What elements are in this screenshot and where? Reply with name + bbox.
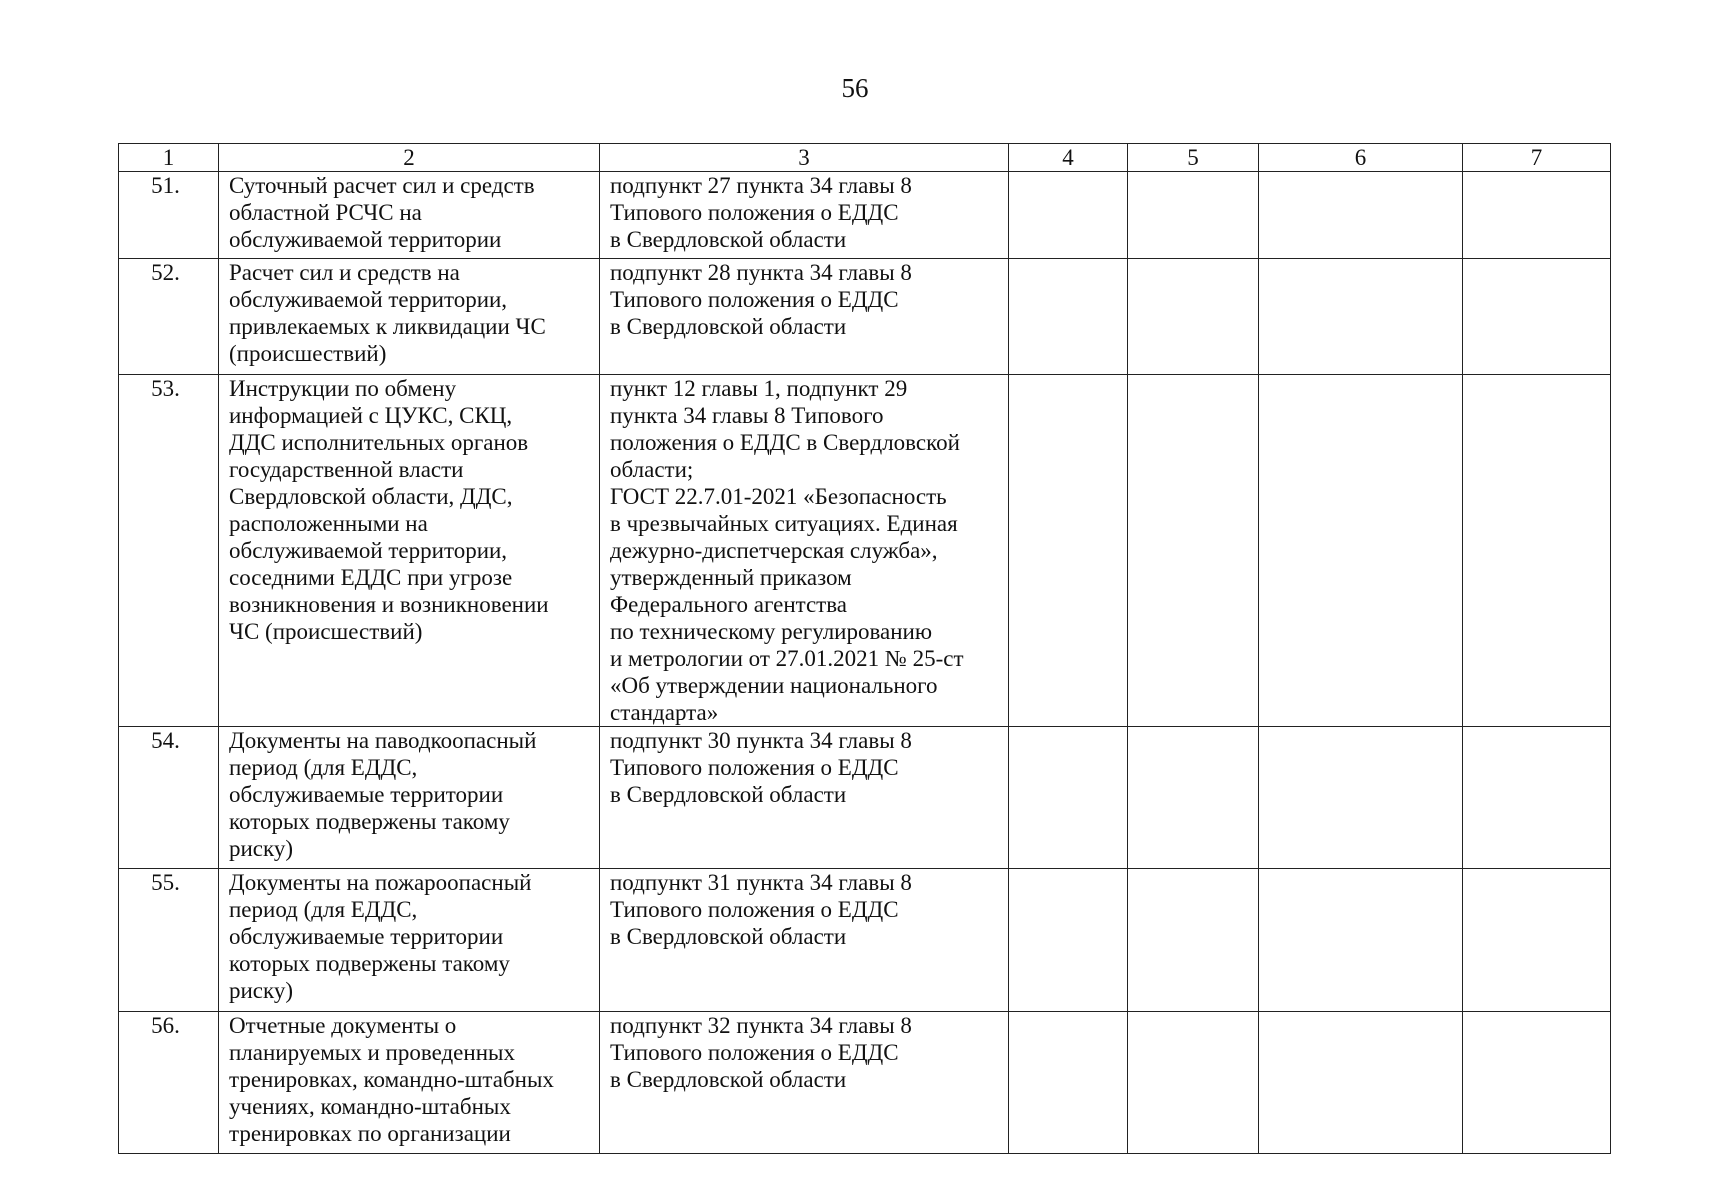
column-header-6: 6 (1259, 144, 1463, 172)
column-header-7: 7 (1463, 144, 1611, 172)
column-7-cell (1463, 727, 1611, 869)
table-row (119, 375, 1611, 727)
column-5-cell (1128, 869, 1259, 1012)
column-6-cell (1259, 1012, 1463, 1154)
column-header-3: 3 (600, 144, 1009, 172)
column-6-cell (1259, 259, 1463, 375)
document-name-cell (219, 375, 600, 727)
column-5-cell (1128, 727, 1259, 869)
column-4-cell (1009, 172, 1128, 259)
legal-basis: подпункт 32 пункта 34 главы 8 Типового положения о ЕДДС в Свердловской области (610, 1013, 912, 1092)
column-header-4: 4 (1009, 144, 1128, 172)
column-4-cell (1009, 727, 1128, 869)
legal-basis: пункт 12 главы 1, подпункт 29 пункта 34 главы 8 Типового положения о ЕДДС в Свердловской области; ГОСТ 22.7.01-2021 «Безопасность в чрезвычайных ситуациях. Единая дежурно-диспетчерская служба», утвержденный приказом Федерального агентства по техническому регулированию и метрологии от 27.01.2021 № 25-ст «Об утверждении национального стандарта» (610, 376, 964, 725)
row-number: 55. (119, 869, 219, 1012)
column-4-cell (1009, 1012, 1128, 1154)
document-name-cell (219, 869, 600, 1012)
table-row (119, 727, 1611, 869)
column-5-cell (1128, 259, 1259, 375)
document-name: Документы на пожароопасный период (для ЕДДС, обслуживаемые территории которых подвержены такому риску) (229, 870, 532, 1003)
column-7-cell (1463, 869, 1611, 1012)
legal-basis-cell (600, 1012, 1009, 1154)
document-name: Расчет сил и средств на обслуживаемой территории, привлекаемых к ликвидации ЧС (происшествий) (229, 260, 546, 366)
legal-basis-cell (600, 259, 1009, 375)
row-number: 52. (119, 259, 219, 375)
legal-basis-cell (600, 375, 1009, 727)
legal-basis-cell (600, 727, 1009, 869)
column-7-cell (1463, 172, 1611, 259)
column-6-cell (1259, 172, 1463, 259)
column-7-cell (1463, 259, 1611, 375)
column-header-2: 2 (219, 144, 600, 172)
row-number: 56. (119, 1012, 219, 1154)
legal-basis: подпункт 27 пункта 34 главы 8 Типового положения о ЕДДС в Свердловской области (610, 173, 912, 252)
table-row (119, 869, 1611, 1012)
column-5-cell (1128, 1012, 1259, 1154)
document-name: Инструкции по обмену информацией с ЦУКС, СКЦ, ДДС исполнительных органов государственной власти Свердловской области, ДДС, расположенными на обслуживаемой территории, соседними ЕДДС при угрозе возникновения и возникновении ЧС (происшествий) (229, 376, 549, 644)
column-header-5: 5 (1128, 144, 1259, 172)
legal-basis: подпункт 31 пункта 34 главы 8 Типового положения о ЕДДС в Свердловской области (610, 870, 912, 949)
column-5-cell (1128, 375, 1259, 727)
document-name: Документы на паводкоопасный период (для ЕДДС, обслуживаемые территории которых подвержены такому риску) (229, 728, 537, 861)
document-table (118, 143, 1611, 1154)
column-6-cell (1259, 869, 1463, 1012)
legal-basis-cell (600, 869, 1009, 1012)
document-name-cell (219, 1012, 600, 1154)
table-row (119, 172, 1611, 259)
table-row (119, 259, 1611, 375)
row-number: 53. (119, 375, 219, 727)
column-number-row (119, 144, 1611, 172)
table-row (119, 1012, 1611, 1154)
page-number: 56 (841, 73, 869, 103)
legal-basis: подпункт 28 пункта 34 главы 8 Типового положения о ЕДДС в Свердловской области (610, 260, 912, 339)
document-name-cell (219, 727, 600, 869)
column-7-cell (1463, 1012, 1611, 1154)
document-name: Отчетные документы о планируемых и проведенных тренировках, командно-штабных учениях, командно-штабных тренировках по организации (229, 1013, 554, 1146)
legal-basis: подпункт 30 пункта 34 главы 8 Типового положения о ЕДДС в Свердловской области (610, 728, 912, 807)
column-4-cell (1009, 869, 1128, 1012)
document-name-cell (219, 172, 600, 259)
row-number: 54. (119, 727, 219, 869)
column-6-cell (1259, 375, 1463, 727)
column-header-1: 1 (119, 144, 219, 172)
column-4-cell (1009, 375, 1128, 727)
document-name: Суточный расчет сил и средств областной РСЧС на обслуживаемой территории (229, 173, 535, 252)
document-name-cell (219, 259, 600, 375)
column-5-cell (1128, 172, 1259, 259)
row-number: 51. (119, 172, 219, 259)
column-7-cell (1463, 375, 1611, 727)
legal-basis-cell (600, 172, 1009, 259)
column-6-cell (1259, 727, 1463, 869)
column-4-cell (1009, 259, 1128, 375)
